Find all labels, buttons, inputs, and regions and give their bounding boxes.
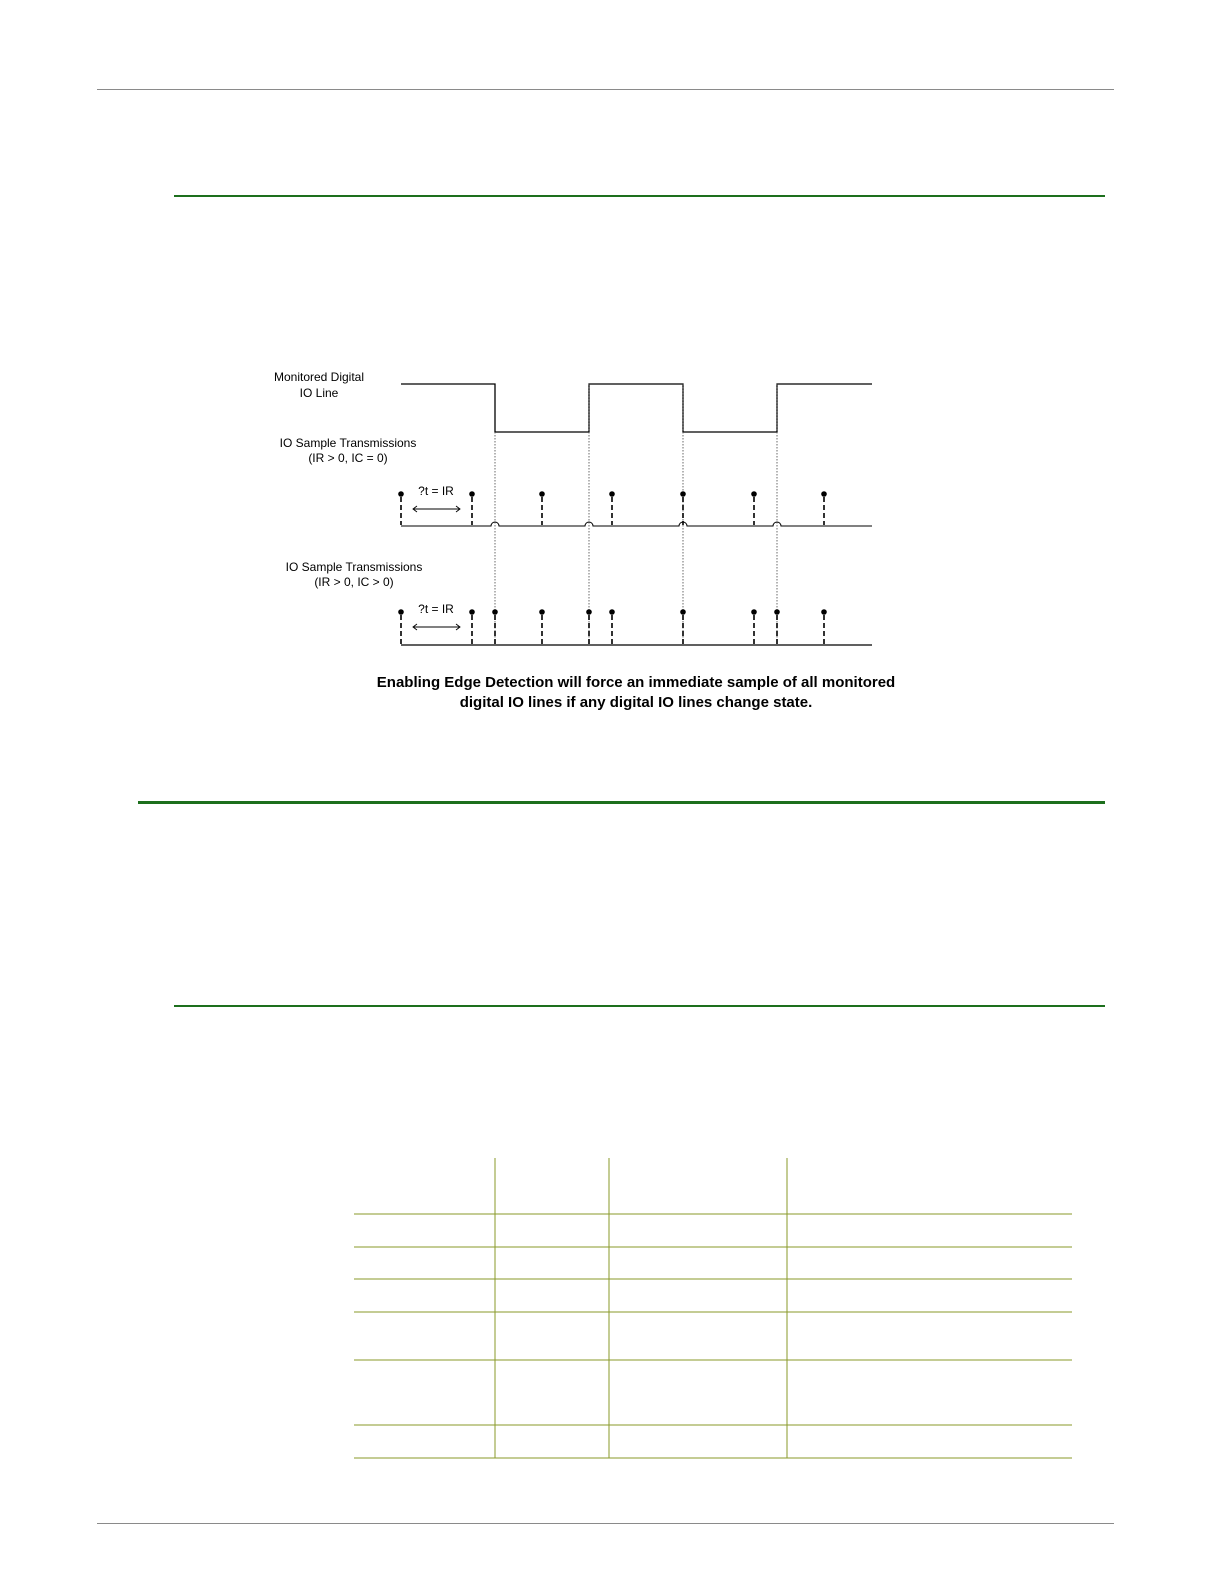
io-table bbox=[354, 1158, 1074, 1460]
sample-marker bbox=[751, 491, 757, 525]
digital-io-waveform bbox=[401, 384, 872, 432]
section-rule-1 bbox=[174, 195, 1105, 197]
sample-marker bbox=[586, 609, 592, 644]
sample-marker bbox=[398, 609, 404, 644]
section-rule-2 bbox=[138, 801, 1105, 804]
sample-marker bbox=[751, 609, 757, 644]
edge-detection-timing-diagram bbox=[250, 360, 890, 660]
label-transmissions-2-params: (IR > 0, IC > 0) bbox=[314, 575, 394, 589]
sample-marker bbox=[821, 609, 827, 644]
caption-line-1: Enabling Edge Detection will force an immediate sample of all monitored bbox=[376, 674, 896, 691]
label-delta-t-1: ?t = IR bbox=[418, 484, 454, 498]
sample-marker bbox=[469, 609, 475, 644]
label-delta-t-2: ?t = IR bbox=[418, 602, 454, 616]
label-transmissions-1-title: IO Sample Transmissions bbox=[279, 436, 417, 450]
sample-marker bbox=[609, 491, 615, 525]
sample-marker bbox=[398, 491, 404, 525]
section-rule-3 bbox=[174, 1005, 1105, 1007]
label-transmissions-2-title: IO Sample Transmissions bbox=[285, 560, 423, 574]
sample-marker bbox=[539, 491, 545, 525]
sample-marker bbox=[492, 609, 498, 644]
sample-marker bbox=[821, 491, 827, 525]
sample-marker bbox=[469, 491, 475, 525]
sample-marker bbox=[680, 609, 686, 644]
sample-marker bbox=[774, 609, 780, 644]
sample-markers-periodic bbox=[398, 491, 827, 525]
sample-marker bbox=[539, 609, 545, 644]
diagram-caption bbox=[330, 673, 942, 713]
caption-line-2: digital IO lines if any digital IO lines change state. bbox=[459, 694, 813, 711]
label-monitored-line-2: IO Line bbox=[299, 386, 339, 400]
header-rule bbox=[97, 89, 1114, 90]
delta-t-arrow-2 bbox=[413, 624, 460, 630]
delta-t-arrow-1 bbox=[413, 506, 460, 512]
edge-guide-lines bbox=[495, 384, 777, 645]
label-transmissions-1-params: (IR > 0, IC = 0) bbox=[308, 451, 388, 465]
sample-markers-edge-detection bbox=[398, 609, 827, 644]
label-monitored-line-1: Monitored Digital bbox=[273, 370, 365, 384]
footer-rule bbox=[97, 1523, 1114, 1524]
sample-marker bbox=[609, 609, 615, 644]
